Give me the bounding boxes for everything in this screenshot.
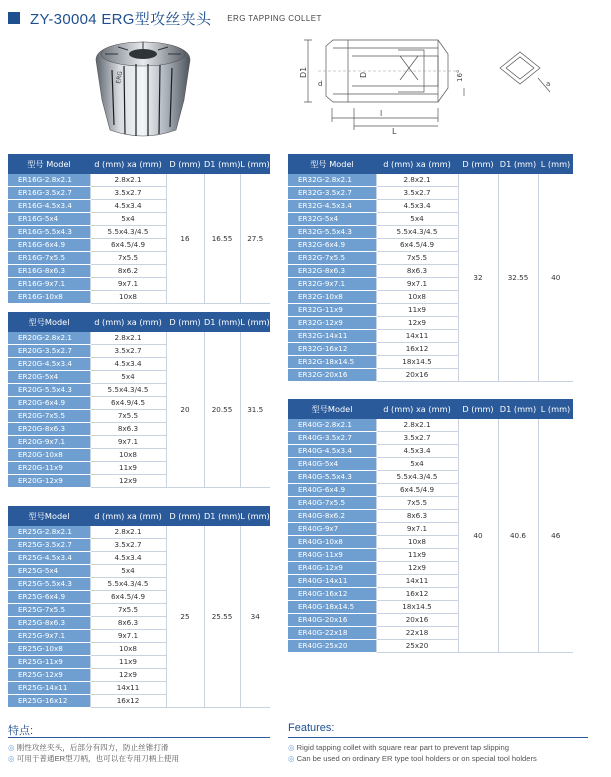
model-cell: ER16G-5.5x4.3	[8, 226, 90, 239]
model-cell: ER25G-9x7.1	[8, 630, 90, 643]
label-d: d	[318, 80, 323, 88]
size-cell: 25x20	[376, 640, 458, 653]
model-cell: ER40G-5.5x4.3	[288, 471, 376, 484]
model-cell: ER25G-7x5.5	[8, 604, 90, 617]
model-cell: ER25G-6x4.9	[8, 591, 90, 604]
label-D1: D1	[299, 66, 308, 78]
model-cell: ER32G-12x9	[288, 317, 376, 330]
label-D: D	[359, 71, 368, 78]
model-cell: ER32G-14x11	[288, 330, 376, 343]
model-cell: ER20G-9x7.1	[8, 436, 90, 449]
size-cell: 8x6.3	[376, 265, 458, 278]
model-cell: ER32G-10x8	[288, 291, 376, 304]
label-L: L	[392, 127, 397, 136]
model-cell: ER16G-4.5x3.4	[8, 200, 90, 213]
model-cell: ER25G-3.5x2.7	[8, 539, 90, 552]
model-cell: ER32G-8x6.3	[288, 265, 376, 278]
model-cell: ER25G-5.5x4.3	[8, 578, 90, 591]
size-cell: 5x4	[90, 371, 166, 384]
header-D: D (mm)	[166, 506, 204, 526]
feature-text: Can be used on ordinary ER type tool holders or on special tool holders	[296, 754, 537, 763]
model-cell: ER16G-8x6.3	[8, 265, 90, 278]
size-cell: 9x7.1	[90, 436, 166, 449]
model-cell: ER40G-4.5x3.4	[288, 445, 376, 458]
size-cell: 6x4.5/4.9	[90, 591, 166, 604]
model-cell: ER25G-14x11	[8, 682, 90, 695]
model-cell: ER25G-11x9	[8, 656, 90, 669]
size-cell: 4.5x3.4	[90, 200, 166, 213]
model-cell: ER40G-10x8	[288, 536, 376, 549]
header-L: L (mm)	[240, 154, 270, 174]
divider	[8, 737, 270, 738]
size-cell: 2.8x2.1	[376, 174, 458, 187]
size-cell: 12x9	[376, 562, 458, 575]
size-cell: 8x6.3	[376, 510, 458, 523]
page-header	[8, 8, 322, 28]
model-cell: ER16G-10x8	[8, 291, 90, 304]
spec-table-er25	[8, 506, 270, 708]
header-model: 型号Model	[8, 312, 90, 332]
model-cell: ER40G-16x12	[288, 588, 376, 601]
value-D-cell: 16	[166, 174, 204, 304]
value-L-cell: 27.5	[240, 174, 270, 304]
size-cell: 20x16	[376, 614, 458, 627]
size-cell: 3.5x2.7	[376, 432, 458, 445]
label-a: a	[546, 80, 551, 88]
value-D1-cell: 32.55	[498, 174, 538, 382]
size-cell: 10x8	[90, 643, 166, 656]
size-cell: 14x11	[376, 330, 458, 343]
size-cell: 16x12	[90, 695, 166, 708]
header-dxa: d (mm) xa (mm)	[376, 154, 458, 174]
features-cn-title: 特点:	[8, 725, 34, 737]
size-cell: 4.5x3.4	[376, 200, 458, 213]
spec-table-er40	[288, 399, 573, 653]
size-cell: 5x4	[90, 565, 166, 578]
header-D: D (mm)	[166, 154, 204, 174]
size-cell: 7x5.5	[90, 252, 166, 265]
model-cell: ER20G-11x9	[8, 462, 90, 475]
model-cell: ER40G-25x20	[288, 640, 376, 653]
model-cell: ER40G-14x11	[288, 575, 376, 588]
size-cell: 5.5x4.3/4.5	[90, 578, 166, 591]
size-cell: 6x4.5/4.9	[376, 239, 458, 252]
header-D: D (mm)	[458, 399, 498, 419]
model-cell: ER25G-2.8x2.1	[8, 526, 90, 539]
model-cell: ER32G-18x14.5	[288, 356, 376, 369]
size-cell: 8x6.2	[90, 265, 166, 278]
model-cell: ER20G-5x4	[8, 371, 90, 384]
model-cell: ER32G-5x4	[288, 213, 376, 226]
size-cell: 6x4.5/4.9	[376, 484, 458, 497]
header-D: D (mm)	[166, 312, 204, 332]
model-cell: ER16G-6x4.9	[8, 239, 90, 252]
model-cell: ER32G-3.5x2.7	[288, 187, 376, 200]
size-cell: 5.5x4.3/4.5	[376, 471, 458, 484]
header-dxa: d (mm) xa (mm)	[90, 154, 166, 174]
size-cell: 2.8x2.1	[90, 174, 166, 187]
header-dxa: d (mm) xa (mm)	[376, 399, 458, 419]
spec-table-er16	[8, 154, 270, 304]
size-cell: 5.5x4.3/4.5	[376, 226, 458, 239]
size-cell: 9x7.1	[376, 278, 458, 291]
value-L-cell: 46	[538, 419, 573, 653]
model-cell: ER40G-5x4	[288, 458, 376, 471]
model-cell: ER40G-3.5x2.7	[288, 432, 376, 445]
model-cell: ER16G-2.8x2.1	[8, 174, 90, 187]
size-cell: 2.8x2.1	[90, 526, 166, 539]
spec-table-er32	[288, 154, 573, 382]
bullet-icon: ◎	[8, 754, 15, 763]
model-cell: ER40G-9x7	[288, 523, 376, 536]
size-cell: 11x9	[90, 656, 166, 669]
model-cell: ER20G-5.5x4.3	[8, 384, 90, 397]
model-cell: ER40G-2.8x2.1	[288, 419, 376, 432]
size-cell: 2.8x2.1	[90, 332, 166, 345]
size-cell: 7x5.5	[376, 252, 458, 265]
spec-table-er20	[8, 312, 270, 488]
header-model: 型号Model	[288, 399, 376, 419]
size-cell: 2.8x2.1	[376, 419, 458, 432]
value-L-cell: 40	[538, 174, 573, 382]
divider	[288, 737, 588, 738]
size-cell: 3.5x2.7	[90, 187, 166, 200]
model-cell: ER40G-22x18	[288, 627, 376, 640]
size-cell: 10x8	[376, 536, 458, 549]
size-cell: 6x4.9/4.5	[90, 397, 166, 410]
size-cell: 3.5x2.7	[376, 187, 458, 200]
header-D1: D1 (mm)	[204, 154, 240, 174]
label-angle: 16°	[456, 69, 464, 82]
header-model: 型号Model	[8, 506, 90, 526]
header-L: L (mm)	[538, 154, 573, 174]
model-cell: ER16G-7x5.5	[8, 252, 90, 265]
feature-text: 刚性攻丝夹头，后部分有四方，防止丝锥打滑	[16, 743, 169, 752]
size-cell: 4.5x3.4	[376, 445, 458, 458]
table-row	[8, 332, 270, 345]
size-cell: 9x7.1	[90, 630, 166, 643]
model-cell: ER32G-2.8x2.1	[288, 174, 376, 187]
model-cell: ER25G-5x4	[8, 565, 90, 578]
value-D-cell: 32	[458, 174, 498, 382]
model-cell: ER25G-4.5x3.4	[8, 552, 90, 565]
model-cell: ER40G-20x16	[288, 614, 376, 627]
size-cell: 9x7.1	[90, 278, 166, 291]
size-cell: 4.5x3.4	[90, 552, 166, 565]
page-title: ZY-30004 ERG型攻丝夹头	[30, 10, 212, 28]
bullet-icon: ◎	[288, 754, 295, 763]
technical-drawing	[288, 38, 588, 138]
model-cell: ER32G-5.5x4.3	[288, 226, 376, 239]
table-row	[288, 174, 573, 187]
size-cell: 14x11	[90, 682, 166, 695]
model-cell: ER40G-11x9	[288, 549, 376, 562]
size-cell: 20x16	[376, 369, 458, 382]
model-cell: ER32G-7x5.5	[288, 252, 376, 265]
model-cell: ER16G-9x7.1	[8, 278, 90, 291]
header-D1: D1 (mm)	[204, 506, 240, 526]
header-square-marker	[8, 12, 20, 24]
value-D-cell: 20	[166, 332, 204, 488]
header-dxa: d (mm) xa (mm)	[90, 312, 166, 332]
header-D1: D1 (mm)	[204, 312, 240, 332]
model-cell: ER20G-7x5.5	[8, 410, 90, 423]
model-cell: ER20G-2.8x2.1	[8, 332, 90, 345]
feature-text: 可用于普通ER型刀柄，也可以在专用刀柄上使用	[16, 754, 180, 763]
header-model: 型号 Model	[8, 154, 90, 174]
model-cell: ER40G-12x9	[288, 562, 376, 575]
value-D1-cell: 16.55	[204, 174, 240, 304]
features-en	[288, 722, 588, 764]
size-cell: 7x5.5	[90, 604, 166, 617]
size-cell: 5.5x4.3/4.5	[90, 384, 166, 397]
model-cell: ER16G-3.5x2.7	[8, 187, 90, 200]
table-row	[288, 419, 573, 432]
model-cell: ER16G-5x4	[8, 213, 90, 226]
bullet-icon: ◎	[8, 743, 15, 752]
table-row	[8, 526, 270, 539]
size-cell: 16x12	[376, 588, 458, 601]
size-cell: 11x9	[90, 462, 166, 475]
model-cell: ER25G-10x8	[8, 643, 90, 656]
model-cell: ER32G-9x7.1	[288, 278, 376, 291]
size-cell: 8x6.3	[90, 423, 166, 436]
model-cell: ER32G-11x9	[288, 304, 376, 317]
page-subtitle: ERG TAPPING COLLET	[227, 13, 322, 23]
size-cell: 5x4	[376, 458, 458, 471]
bullet-icon: ◎	[288, 743, 295, 752]
model-cell: ER20G-12x9	[8, 475, 90, 488]
size-cell: 6x4.5/4.9	[90, 239, 166, 252]
model-cell: ER20G-8x6.3	[8, 423, 90, 436]
feature-item	[8, 753, 270, 764]
size-cell: 22x18	[376, 627, 458, 640]
value-D1-cell: 20.55	[204, 332, 240, 488]
header-L: L (mm)	[538, 399, 573, 419]
features-cn	[8, 722, 270, 764]
header-model: 型号 Model	[288, 154, 376, 174]
value-L-cell: 34	[240, 526, 270, 708]
header-L: L (mm)	[240, 312, 270, 332]
label-l: l	[380, 109, 383, 118]
header-D: D (mm)	[458, 154, 498, 174]
model-cell: ER32G-4.5x3.4	[288, 200, 376, 213]
model-cell: ER40G-18x14.5	[288, 601, 376, 614]
model-cell: ER20G-3.5x2.7	[8, 345, 90, 358]
value-D-cell: 40	[458, 419, 498, 653]
size-cell: 7x5.5	[376, 497, 458, 510]
size-cell: 3.5x2.7	[90, 345, 166, 358]
svg-text:ERG: ERG	[115, 70, 125, 85]
model-cell: ER40G-6x4.9	[288, 484, 376, 497]
size-cell: 16x12	[376, 343, 458, 356]
size-cell: 14x11	[376, 575, 458, 588]
size-cell: 12x9	[376, 317, 458, 330]
size-cell: 10x8	[376, 291, 458, 304]
size-cell: 11x9	[376, 549, 458, 562]
size-cell: 10x8	[90, 291, 166, 304]
size-cell: 5x4	[376, 213, 458, 226]
value-D1-cell: 40.6	[498, 419, 538, 653]
model-cell: ER25G-8x6.3	[8, 617, 90, 630]
collet-photo	[88, 30, 198, 150]
model-cell: ER40G-7x5.5	[288, 497, 376, 510]
size-cell: 18x14.5	[376, 356, 458, 369]
size-cell: 3.5x2.7	[90, 539, 166, 552]
size-cell: 7x5.5	[90, 410, 166, 423]
feature-item	[8, 742, 270, 753]
model-cell: ER20G-6x4.9	[8, 397, 90, 410]
value-D-cell: 25	[166, 526, 204, 708]
feature-item	[288, 753, 588, 764]
model-cell: ER32G-6x4.9	[288, 239, 376, 252]
size-cell: 11x9	[376, 304, 458, 317]
feature-text: Rigid tapping collet with square rear part to prevent tap slipping	[296, 743, 509, 752]
header-L: L (mm)	[240, 506, 270, 526]
model-cell: ER25G-12x9	[8, 669, 90, 682]
header-D1: D1 (mm)	[498, 399, 538, 419]
size-cell: 12x9	[90, 475, 166, 488]
value-D1-cell: 25.55	[204, 526, 240, 708]
model-cell: ER40G-8x6.2	[288, 510, 376, 523]
table-row	[8, 174, 270, 187]
model-cell: ER20G-10x8	[8, 449, 90, 462]
model-cell: ER20G-4.5x3.4	[8, 358, 90, 371]
size-cell: 5x4	[90, 213, 166, 226]
header-dxa: d (mm) xa (mm)	[90, 506, 166, 526]
model-cell: ER25G-16x12	[8, 695, 90, 708]
value-L-cell: 31.5	[240, 332, 270, 488]
size-cell: 4.5x3.4	[90, 358, 166, 371]
header-D1: D1 (mm)	[498, 154, 538, 174]
model-cell: ER32G-20x16	[288, 369, 376, 382]
size-cell: 5.5x4.3/4.5	[90, 226, 166, 239]
size-cell: 10x8	[90, 449, 166, 462]
features-en-title: Features:	[288, 722, 335, 734]
size-cell: 8x6.3	[90, 617, 166, 630]
size-cell: 18x14.5	[376, 601, 458, 614]
size-cell: 12x9	[90, 669, 166, 682]
model-cell: ER32G-16x12	[288, 343, 376, 356]
size-cell: 9x7.1	[376, 523, 458, 536]
feature-item	[288, 742, 588, 753]
